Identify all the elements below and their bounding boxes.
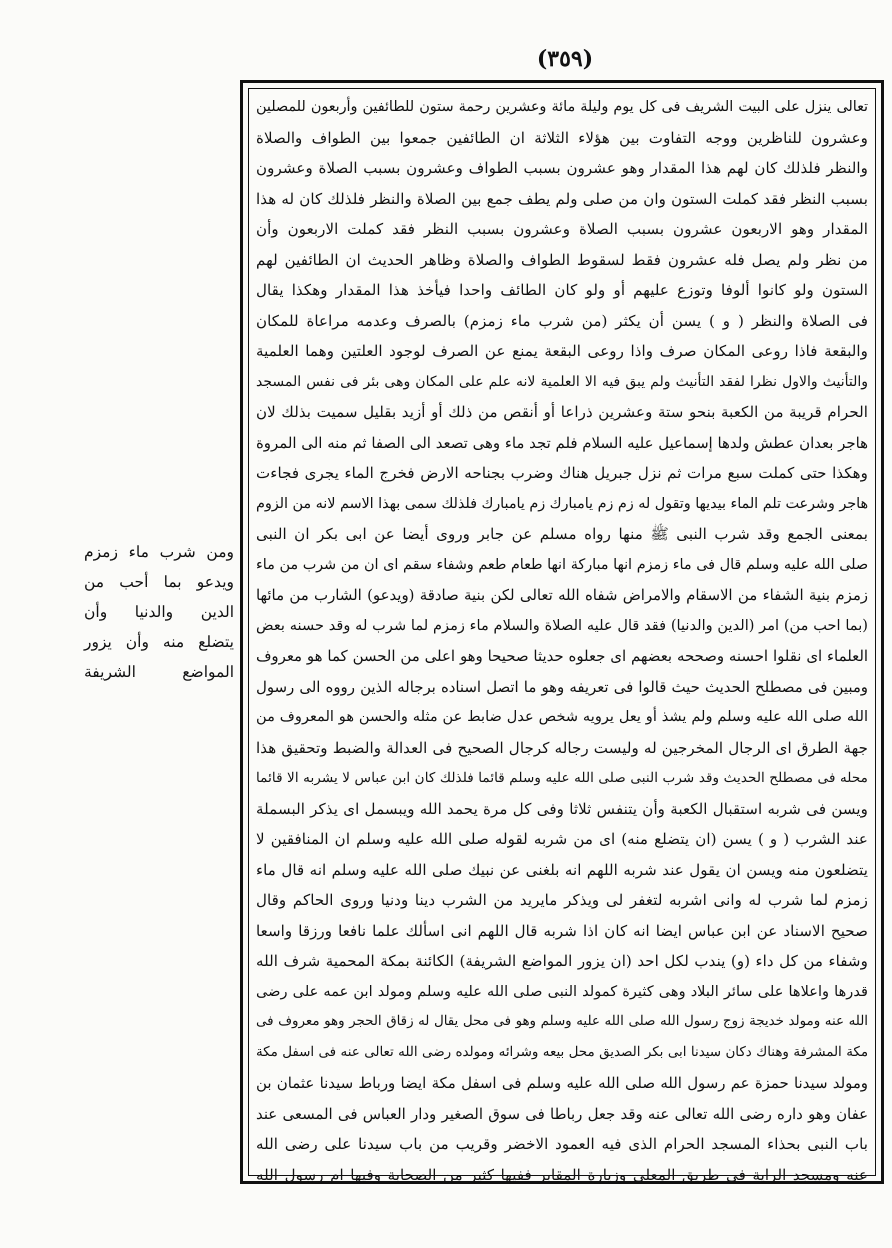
- text-line: الستون ولو كانوا ألوفا وتوزع عليهم أو ولو كان الطائف واحدا فيأخذ هذا المقدار وهكذا يقال: [256, 281, 868, 299]
- text-line: من نظر ولم يصل فله عشرون فقط لسقوط الطواف والصلاة وظاهر الحديث ان الطائفين لهم: [256, 250, 868, 269]
- text-line: عند الشرب ( و ) يسن (ان يتضلع منه) اى من شربه لقوله صلى الله عليه وسلم ان المنافقين لا: [256, 830, 868, 848]
- text-line: المقدار وهو الاربعون عشرون بسبب الصلاة وعشرون بسبب النظر فقد كملت الاربعون وأن: [256, 220, 868, 238]
- text-line: عفان وهو داره رضى الله تعالى عنه وقد جعل رباطا فى سوق الصغير ودار العباس فى المسعى عند: [256, 1104, 868, 1123]
- text-line: الله صلى الله عليه وسلم ولم يشذ أو يعل يرويه شخص عدل ضابط عن مثله والحسن هو المعروف من: [256, 708, 868, 725]
- text-line: مكة المشرفة وهناك دكان سيدنا ابى بكر الصديق محل بيعه وشرائه ومولده رضى الله تعالى عنه فى اسفل مكة: [256, 1044, 868, 1060]
- text-line: باب النبى بحذاء المسجد الحرام الذى فيه العمود الاخضر وقريب من باب سيدنا على رضى الله: [256, 1135, 868, 1153]
- text-line: زمزم لما شرب له وانى اشربه لتغفر لى ويذكر مايريد من الشرب دينا ودنيا وروى الحاكم وقال: [256, 891, 868, 909]
- margin-note: [84, 537, 234, 687]
- main-text-block: [256, 92, 868, 1184]
- text-line: تعالى ينزل على البيت الشريف فى كل يوم وليلة مائة وعشرين رحمة ستون للطائفين وأربعون للمصلين: [256, 99, 868, 115]
- text-line: محله فى مصطلح الحديث وقد شرب النبى صلى الله عليه وسلم قائما فلذلك كان ابن عباس لا يشربه الا قائما: [256, 770, 868, 786]
- text-line: جهة الطرق اى الرجال المخرجين له وليست رجاله كرجال الصحيح فى العدالة والضبط وتحقيق هذا: [256, 738, 868, 757]
- text-line: قدرها واعلاها على سائر البلاد وهى كثيرة كمولد النبى صلى الله عليه وسلم ومولد ابن عمه على رضى: [256, 982, 868, 1000]
- text-line: زمزم بنية الشفاء من الاسقام والامراض شفاه الله تعالى لكن بنية صادقة (ويدعو) الشارب من مائها: [256, 586, 868, 604]
- text-line: والبقعة فاذا روعى المكان صرف واذا روعى البقعة يمنع عن الصرف لوجود العلتين وهما العلمية: [256, 342, 868, 360]
- text-line: ومبين فى مصطلح الحديث حيث قالوا فى تعريفه وهو ما اتصل اسناده برجاله الذين رووه الى رسول: [256, 677, 868, 696]
- text-line: والتأنيث والاول نظرا لفقد التأنيث ولم يبق فيه الا العلمية لانه علم على المكان وهى بئر فى نفس المسجد: [256, 373, 868, 390]
- text-line: بمعنى الجمع وقد شرب النبى ﷺ منها رواه مسلم عن جابر وروى أيضا عن ابى بكر ان النبى: [256, 525, 868, 543]
- text-line: وشفاء من كل داء (و) يندب لكل احد (ان يزور المواضع الشريفة) الكائنة بمكة المحمية شرف الله: [256, 952, 868, 970]
- text-line: (بما احب من) امر (الدين والدنيا) فقد قال عليه الصلاة والسلام ماء زمزم لما شرب له وقد حسنه بعض: [256, 616, 868, 634]
- text-line: يتضلعون منه ويسن ان يقول عند شربه اللهم انه بلغنى عن نبيك صلى الله عليه وسلم انه قال ماء: [256, 860, 868, 879]
- page-number: (٣٥٩): [536, 46, 594, 72]
- margin-note-line: المواضع الشريفة: [84, 663, 234, 681]
- text-line: صحيح الاسناد عن ابن عباس ايضا انه كان اذا شربه قال اللهم انى اسألك علما نافعا ورزقا واسعا: [256, 921, 868, 940]
- text-line: الحرام قريبة من الكعبة بنحو ستة وعشرين ذراعا أو أنقص من ذلك أو أزيد بقليل سميت بذلك لان: [256, 403, 868, 421]
- text-line: والنظر فلذلك كان لهم هذا المقدار وهو عشرون بسبب الطواف وعشرون بسبب الصلاة وعشرون: [256, 159, 868, 177]
- text-line: وعشرون للناظرين ووجه التفاوت بين هؤلاء الثلاثة ان الطائفين جمعوا بين الطواف والصلاة: [256, 128, 868, 147]
- text-line: هاجر بعدان عطش ولدها إسماعيل عليه السلام فلم تجد ماء وهى تصعد الى الصفا ثم منه الى المروة: [256, 433, 868, 452]
- text-line: ويسن فى شربه استقبال الكعبة وأن يتنفس ثلاثا وفى كل مرة يحمد الله ويبسمل اى يذكر البسملة: [256, 799, 868, 818]
- margin-note-line: ويدعو بما أحب من: [84, 573, 234, 591]
- text-line: وهكذا حتى كملت سبع مرات ثم نزل جبريل هناك وضرب بجناحه الارض فخرج الماء يجرى فجاءت: [256, 464, 868, 482]
- text-line: الله عنه ومولد خديجة زوج رسول الله صلى الله عليه وسلم وهو فى محل يقال له زقاق الحجر وهو معروف فى: [256, 1014, 868, 1029]
- text-line: فى الصلاة والنظر ( و ) يسن أن يكثر (من شرب ماء زمزم) بالصرف وعدمه مراعاة للمكان: [256, 311, 868, 330]
- text-line: هاجر وشرعت تلم الماء بيديها وتقول له زم زم يامبارك زم يامبارك فلذلك سمى بهذا الاسم لانه من الزوم: [256, 495, 868, 512]
- margin-note-line: يتضلع منه وأن يزور: [84, 633, 234, 651]
- text-line: بسبب النظر فقد كملت الستون وان من صلى ولم يطف جمع بين الصلاة والنظر فلذلك كان له هذا: [256, 189, 868, 208]
- text-line: ومولد سيدنا حمزة عم رسول الله صلى الله عليه وسلم فى اسفل مكة ايضا ورباط سيدنا عثمان بن: [256, 1074, 868, 1092]
- text-line: العلماء اى نقلوا احسنه وصححه بعضهم اى جعلوه حديثا صحيحا وهو اعلى من الحسن كما هو معروف: [256, 647, 868, 665]
- text-line: صلى الله عليه وسلم قال فى ماء زمزم انها مباركة انها طعام طعم وشفاء سقم اى ان من شرب من ماء: [256, 556, 868, 573]
- text-line: عنه ومسجد الراية فى طريق المعلى وزيارة المقابر ففيها كثير من الصحابة وفيها ام رسول الله: [256, 1165, 868, 1184]
- margin-note-line: الدين والدنيا وأن: [84, 603, 234, 621]
- margin-note-line: ومن شرب ماء زمزم: [84, 543, 234, 561]
